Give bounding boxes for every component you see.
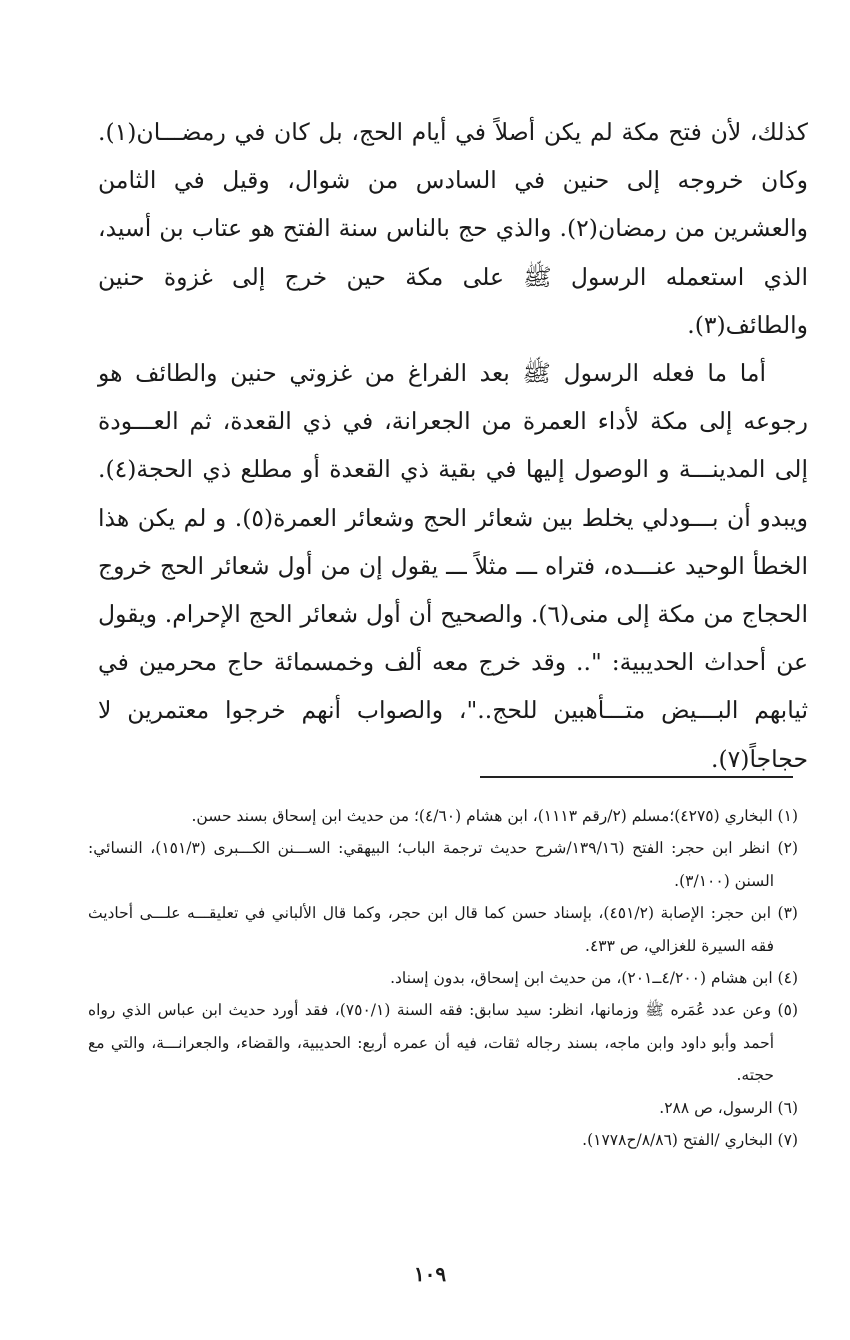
footnote-6: (٦) الرسول، ص ٢٨٨. (659, 1098, 798, 1117)
footnote-2: (٢) انظر ابن حجر: الفتح (١٣٩/١٦/شرح حديث ترجمة الباب؛ البيهقي: الســـنن الكـــبرى (١٥١/٣)، النسائي: السنن (٣/١٠٠). (88, 839, 798, 890)
footnote-1: (١) البخاري (٤٢٧٥)؛مسلم (٢/رقم ١١١٣)، ابن هشام (٤/٦٠)؛ من حديث ابن إسحاق بسند حسن. (191, 807, 798, 825)
footnote-4: (٤) ابن هشام (٤/٢٠٠ــ٢٠١)، من حديث ابن إسحاق، بدون إسناد. (390, 969, 798, 988)
paragraph-1: كذلك، لأن فتح مكة لم يكن أصلاً في أيام الحج، بل كان في رمضـــان(١). وكان خروجه إلى حنين في السادس من شوال، وقيل في الثامن والعشرين من رمضان(٢). والذي حج بالناس سنة الفتح هو عتاب بن أسيد، الذي استعمله الرسول ﷺ على مكة حين خرج إلى غزوة حنين والطائف(٣). (98, 118, 808, 339)
paragraph-2: أما ما فعله الرسول ﷺ بعد الفراغ من غزوتي حنين والطائف هو رجوعه إلى مكة لأداء العمرة من الجعرانة، في ذي القعدة، ثم العـــودة إلى المدينـــة و الوصول إليها في بقية ذي القعدة أو مطلع ذي الحجة(٤). ويبدو أن بـــودلي يخلط بين شعائر الحج وشعائر العمرة(٥). و لم يكن هذا الخطأ الوحيد عنـــده، فتراه ـــ مثلاً ـــ يقول إن من أول شعائر الحج خروج الحجاج من مكة إلى منى(٦). والصحيح أن أول شعائر الحج الإحرام. ويقول عن أحداث الحديبية: ".. وقد خرج معه ألف وخمسمائة حاج محرمين في ثيابهم البـــيض متـــأهبين للحج.."، والصواب أنهم خرجوا معتمرين لا حجاجاً(٧). (98, 359, 808, 773)
footnotes (88, 800, 798, 1156)
main-text (98, 108, 808, 783)
footnote-3: (٣) ابن حجر: الإصابة (٤٥١/٢)، بإسناد حسن كما قال ابن حجر، وكما قال الألباني في تعليقـــه علـــى أحاديث فقه السيرة للغزالي، ص ٤٣٣. (88, 904, 798, 955)
footnote-5: (٥) وعن عدد عُمَره ﷺ وزمانها، انظر: سيد سابق: فقه السنة (٧٥٠/١)، فقد أورد حديث ابن عباس الذي رواه أحمد وأبو داود وابن ماجه، بسند رجاله ثقات، فيه أن عمره أربع: الحديبية، والقضاء، والجعرانـــة، والتي مع حجته. (88, 1001, 798, 1085)
footnote-7: (٧) البخاري /الفتح (٨/٨٦/ح١٧٧٨). (582, 1131, 798, 1150)
footnote-separator (480, 776, 793, 778)
page-number: ١٠٩ (413, 1262, 447, 1286)
